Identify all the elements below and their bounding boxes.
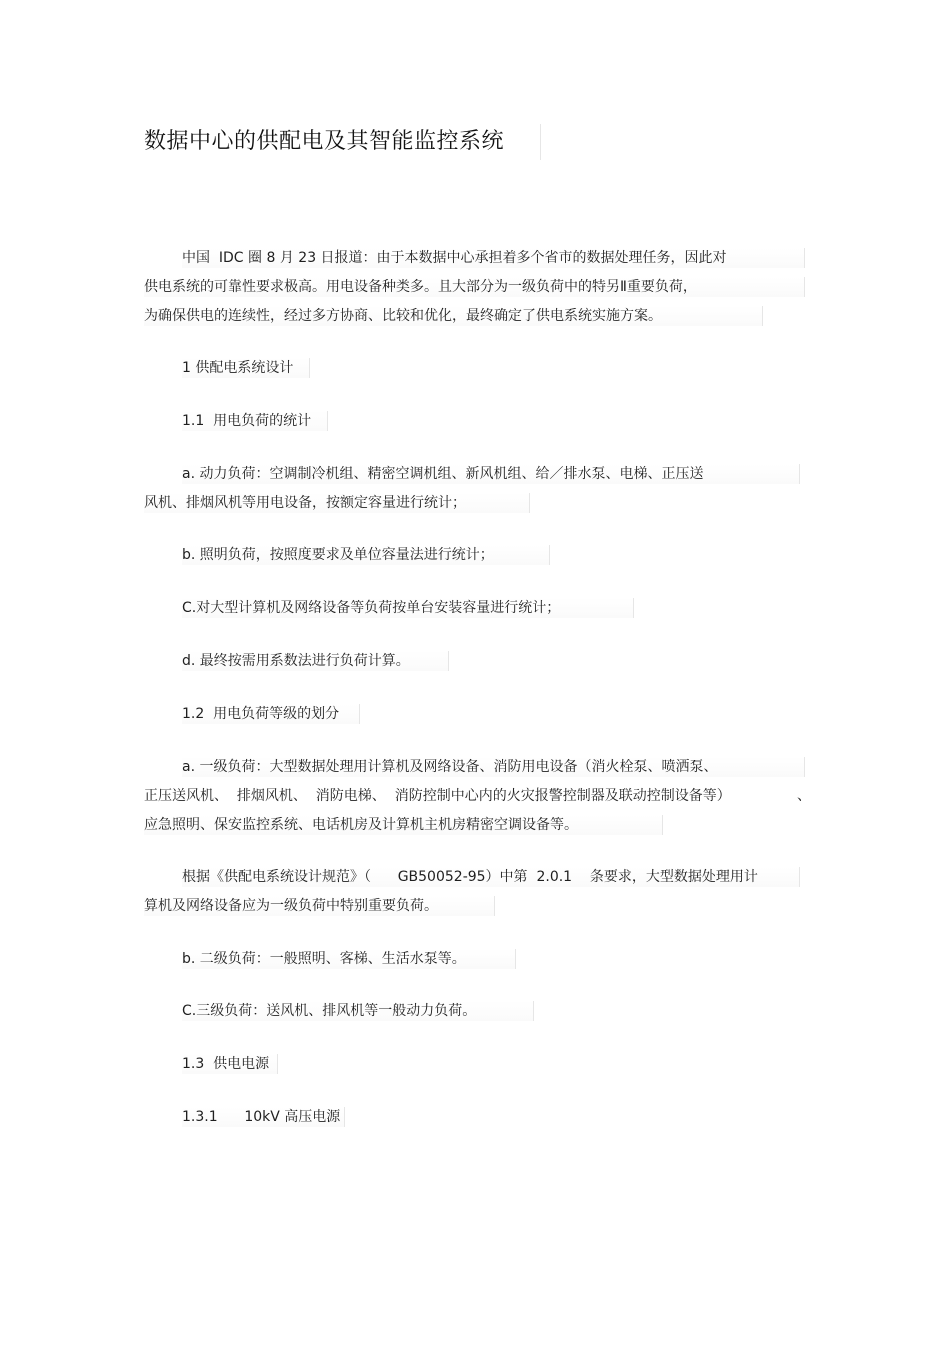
heading-1-2: 1.2 用电负荷等级的划分	[182, 704, 360, 724]
heading-1-1: 1.1 用电负荷的统计	[182, 411, 328, 431]
load-a-line-2: 风机、排烟风机等用电设备，按额定容量进行统计；	[144, 493, 530, 513]
heading-1-3-1: 1.3.1 10kV 高压电源	[182, 1107, 345, 1127]
grade-a-line-1: a. 一级负荷：大型数据处理用计算机及网络设备、消防用电设备（消火栓泵、喷洒泵、	[182, 757, 805, 777]
grade-c: C.三级负荷：送风机、排风机等一般动力负荷。	[182, 1001, 534, 1021]
load-b: b. 照明负荷，按照度要求及单位容量法进行统计；	[182, 545, 550, 565]
grade-a-line-2-tail: 、	[797, 788, 811, 804]
grade-a-line-3: 应急照明、保安监控系统、电话机房及计算机主机房精密空调设备等。	[144, 815, 663, 835]
intro-line-1: 中国 IDC 圈 8 月 23 日报道：由于本数据中心承担着多个省市的数据处理任务，因此对	[182, 248, 805, 268]
intro-line-2: 供电系统的可靠性要求极高。用电设备种类多。且大部分为一级负荷中的特另Ⅱ重要负荷，	[144, 277, 805, 297]
grade-a-line-2: 正压送风机、 排烟风机、 消防电梯、 消防控制中心内的火灾报警控制器及联动控制设备等）	[144, 788, 731, 804]
heading-1: 1 供配电系统设计	[182, 358, 310, 378]
document-title: 数据中心的供配电及其智能监控系统	[144, 124, 541, 160]
load-a-line-1: a. 动力负荷：空调制冷机组、精密空调机组、新风机组、给／排水泵、电梯、正压送	[182, 464, 800, 484]
load-c: C.对大型计算机及网络设备等负荷按单台安装容量进行统计；	[182, 598, 634, 618]
heading-1-3: 1.3 供电电源	[182, 1054, 278, 1074]
basis-line-2: 算机及网络设备应为一级负荷中特别重要负荷。	[144, 896, 495, 916]
grade-b: b. 二级负荷：一般照明、客梯、生活水泵等。	[182, 949, 516, 969]
load-d: d. 最终按需用系数法进行负荷计算。	[182, 651, 449, 671]
basis-line-1: 根据《供配电系统设计规范》（ GB50052-95）中第 2.0.1 条要求，大型数据处理用计	[182, 867, 800, 887]
intro-line-3: 为确保供电的连续性，经过多方协商、比较和优化，最终确定了供电系统实施方案。	[144, 306, 763, 326]
